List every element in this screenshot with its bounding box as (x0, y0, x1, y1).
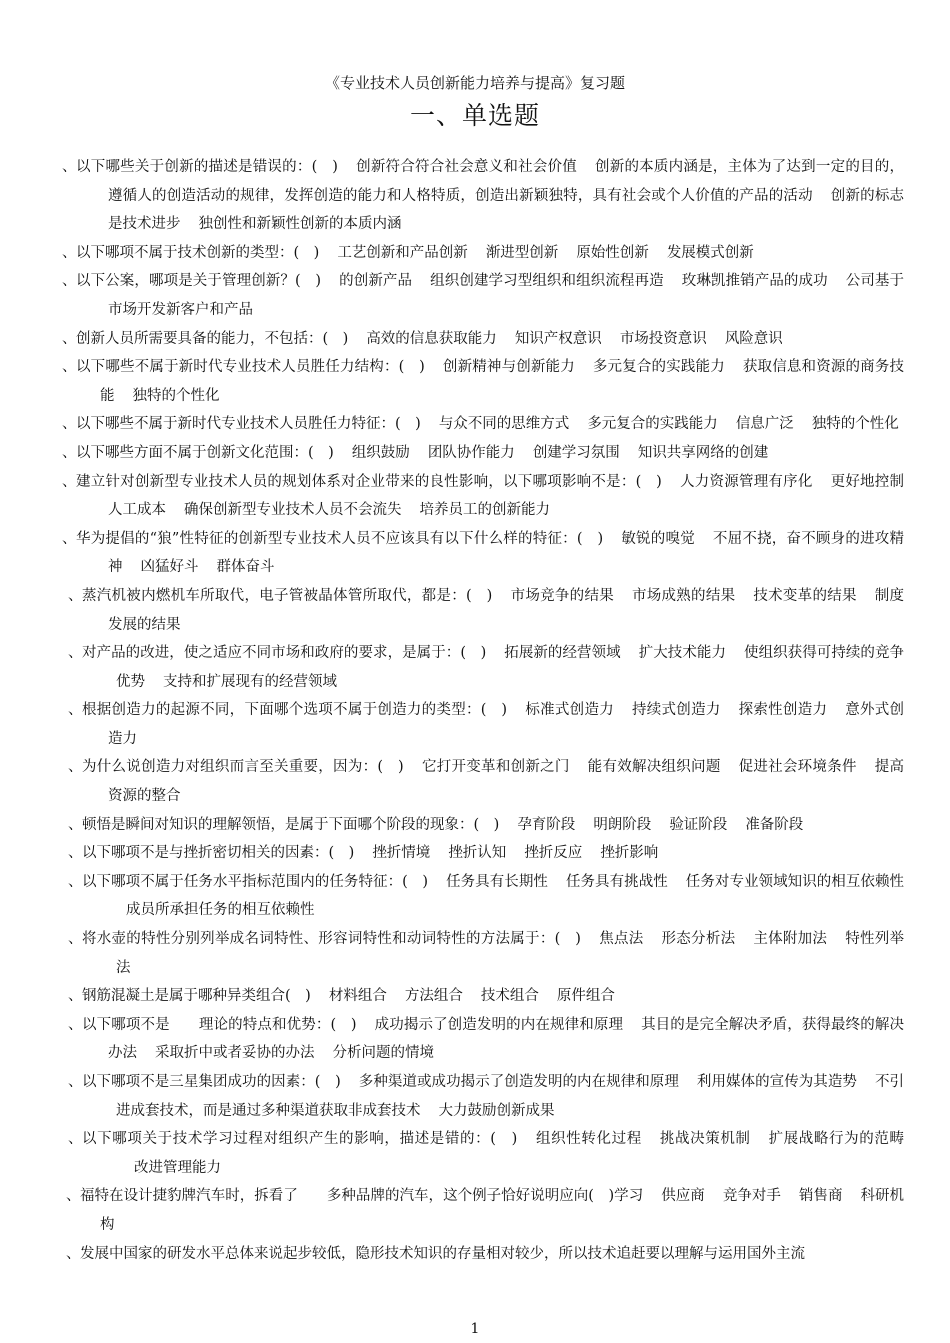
answer-option: 支持和扩展现有的经营领域 (163, 673, 337, 690)
question-list (0, 153, 950, 1268)
answer-option: 组织性转化过程 (535, 1131, 642, 1148)
answer-option: 探索性创造力 (738, 702, 828, 719)
answer-option: 创新精神与创新能力 (442, 359, 575, 376)
answer-option: 验证阶段 (669, 816, 728, 833)
answer-option: 扩展战略行为的范畴 (768, 1131, 905, 1148)
question-item (0, 1240, 950, 1269)
question-item (0, 1011, 950, 1068)
answer-option: 渐进型创新 (485, 244, 559, 261)
answer-option: 创新的本质内涵是，主体为了达到一定的目的，遵循人的创造活动的规律，发挥创造的能力和人格特质，创造出新颖独特，具有社会或个人价值的产品的活动 (108, 159, 905, 204)
document-subtitle: 《专业技术人员创新能力培养与提高》复习题 (324, 74, 625, 92)
question-stem: 以下哪项不属于技术创新的类型：( ) (76, 244, 320, 261)
answer-option: 销售商 (798, 1188, 843, 1205)
answer-option: 高效的信息获取能力 (366, 330, 497, 347)
answer-option: 使组织获得可持续的竞争优势 (116, 645, 905, 690)
question-item (0, 1182, 950, 1239)
question-number-mark: 、 (68, 587, 83, 604)
question-stem: 以下公案，哪项是关于管理创新？( ) (76, 273, 322, 290)
question-number-mark: 、 (68, 1016, 83, 1033)
answer-option: 促进社会环境条件 (738, 759, 857, 776)
question-number-mark: 、 (68, 988, 83, 1005)
question-stem: 发展中国家的研发水平总体来说起步较低，隐形技术知识的存量相对较少，所以技术追赶要以理解与运用国外主流 (80, 1245, 805, 1262)
question-item (0, 868, 950, 925)
section-title: 一、单选题 (409, 101, 540, 130)
question-stem: 为什么说创造力对组织而言至关重要，因为：( ) (82, 759, 404, 776)
question-item (0, 982, 950, 1011)
answer-option: 多元复合的实践能力 (592, 359, 725, 376)
question-number-mark: 、 (68, 816, 83, 833)
answer-option: 任务具有长期性 (446, 873, 548, 890)
answer-option: 组织创建学习型组织和组织流程再造 (430, 273, 664, 290)
question-stem: 对产品的改进，使之适应不同市场和政府的要求，是属于：( ) (82, 645, 487, 662)
answer-option: 独特的个性化 (811, 416, 899, 433)
question-item (0, 468, 950, 525)
answer-option: 与众不同的思维方式 (438, 416, 570, 433)
question-stem: 钢筋混凝土是属于哪种异类组合( ) (82, 988, 311, 1005)
answer-option: 多种渠道或成功揭示了创造发明的内在规律和原理 (358, 1074, 679, 1090)
answer-option: 形态分析法 (661, 931, 736, 948)
answer-option: 创新的标志是技术进步 (108, 187, 904, 233)
answer-option: 信息广泛 (735, 416, 794, 433)
question-item (0, 439, 950, 468)
answer-option: 不引进成套技术，而是通过多种渠道获取非成套技术 (116, 1074, 905, 1119)
answer-option: 独特的个性化 (132, 387, 220, 404)
question-number-mark: 、 (62, 473, 77, 490)
question-stem: 顿悟是瞬间对知识的理解领悟，是属于下面哪个阶段的现象：( ) (82, 816, 500, 833)
answer-option: 创建学习氛围 (532, 444, 620, 461)
answer-option: 群体奋斗 (216, 559, 275, 576)
question-item (0, 325, 950, 354)
answer-option: 独创性和新颖性创新的本质内涵 (198, 216, 402, 233)
answer-option: 确保创新型专业技术人员不会流失 (184, 502, 402, 519)
question-number-mark: 、 (68, 1074, 83, 1090)
question-stem: 以下哪项不是三星集团成功的因素：( ) (82, 1074, 341, 1090)
answer-option: 利用媒体的宣传为其造势 (696, 1074, 857, 1090)
question-item (0, 839, 950, 868)
question-stem: 福特在设计捷豹牌汽车时，拆看了 多种品牌的汽车，这个例子恰好说明应向( )学习 (80, 1188, 644, 1205)
answer-option: 不屈不挠，奋不顾身的进攻精神 (108, 530, 905, 576)
question-number-mark: 、 (68, 702, 83, 719)
answer-option: 拓展新的经营领域 (504, 645, 621, 662)
question-item (0, 582, 950, 639)
question-number-mark: 、 (62, 159, 77, 175)
question-number-mark: 、 (62, 330, 77, 347)
question-item (0, 153, 950, 239)
answer-option: 凶猛好斗 (140, 559, 199, 576)
answer-option: 标准式创造力 (525, 702, 614, 719)
question-number-mark: 、 (68, 873, 83, 890)
answer-option: 孕育阶段 (517, 816, 576, 833)
question-item (0, 811, 950, 840)
answer-option: 组织鼓励 (351, 444, 410, 461)
answer-option: 知识产权意识 (514, 330, 602, 347)
answer-option: 分析问题的情境 (332, 1045, 434, 1062)
question-stem: 以下哪些关于创新的描述是错误的：( ) (76, 159, 338, 175)
question-stem: 建立针对创新型专业技术人员的规划体系对企业带来的良性影响，以下哪项影响不是：( ) (76, 473, 662, 490)
question-number-mark: 、 (68, 845, 83, 862)
answer-option: 准备阶段 (745, 816, 804, 833)
answer-option: 团队协作能力 (427, 444, 515, 461)
answer-option: 改进管理能力 (134, 1159, 221, 1176)
answer-option: 制度发展的结果 (108, 587, 905, 633)
answer-option: 持续式创造力 (632, 702, 721, 719)
answer-option: 获取信息和资源的商务技能 (100, 359, 905, 404)
question-number-mark: 、 (62, 359, 77, 376)
answer-option: 明朗阶段 (593, 816, 652, 833)
question-number-mark: 、 (68, 931, 83, 948)
question-number-mark: 、 (66, 1245, 81, 1262)
question-stem: 以下哪项不是 理论的特点和优势：( ) (82, 1016, 357, 1033)
answer-option: 培养员工的创新能力 (419, 502, 550, 519)
answer-option: 主体附加法 (753, 931, 828, 948)
answer-option: 挫折认知 (448, 845, 507, 862)
answer-option: 创新符合符合社会意义和社会价值 (355, 159, 577, 175)
answer-option: 任务对专业领域知识的相互依赖性 (685, 873, 905, 890)
answer-option: 供应商 (661, 1188, 705, 1205)
question-number-mark: 、 (68, 645, 83, 662)
answer-option: 特性列举法 (116, 931, 905, 976)
answer-option: 市场竞争的结果 (510, 587, 614, 604)
answer-option: 知识共享网络的创建 (637, 444, 769, 461)
answer-option: 的创新产品 (339, 273, 413, 290)
question-item (0, 639, 950, 696)
question-item (0, 1125, 950, 1182)
question-item (0, 410, 950, 439)
answer-option: 挫折反应 (524, 845, 583, 862)
question-item (0, 1068, 950, 1125)
answer-option: 成员所承担任务的相互依赖性 (126, 902, 315, 919)
answer-option: 采取折中或者妥协的办法 (155, 1045, 315, 1062)
question-item (0, 525, 950, 582)
answer-option: 玫琳凯推销产品的成功 (681, 273, 828, 290)
question-number-mark: 、 (62, 273, 77, 290)
answer-option: 风险意识 (724, 330, 783, 347)
answer-option: 市场投资意识 (619, 330, 707, 347)
answer-option: 多元复合的实践能力 (587, 416, 718, 433)
answer-option: 提高资源的整合 (108, 759, 905, 805)
question-item (0, 267, 950, 324)
question-number-mark: 、 (68, 1131, 83, 1148)
question-item (0, 925, 950, 982)
answer-option: 人力资源管理有序化 (679, 473, 813, 490)
answer-option: 竞争对手 (722, 1188, 781, 1205)
answer-option: 原件组合 (556, 988, 615, 1005)
question-item (0, 753, 950, 810)
question-number-mark: 、 (62, 244, 77, 261)
answer-option: 挑战决策机制 (659, 1131, 751, 1148)
answer-option: 公司基于市场开发新客户和产品 (108, 273, 905, 318)
page-number: 1 (470, 1321, 480, 1337)
question-number-mark: 、 (68, 759, 83, 776)
question-stem: 以下哪项不属于任务水平指标范围内的任务特征：( ) (82, 873, 429, 890)
question-number-mark: 、 (66, 1188, 81, 1205)
answer-option: 大力鼓励创新成果 (438, 1102, 555, 1119)
question-number-mark: 、 (62, 416, 77, 433)
question-stem: 将水壶的特性分别列举成名词特性、形容词特性和动词特性的方法属于：( ) (82, 931, 581, 948)
answer-option: 工艺创新和产品创新 (337, 244, 468, 261)
answer-option: 材料组合 (328, 988, 387, 1005)
question-item (0, 353, 950, 410)
answer-option: 任务具有挑战性 (565, 873, 668, 890)
answer-option: 发展模式创新 (666, 244, 754, 261)
question-number-mark: 、 (62, 444, 77, 461)
question-stem: 以下哪些不属于新时代专业技术人员胜任力结构：( ) (76, 359, 425, 376)
question-stem: 创新人员所需要具备的能力，不包括：( ) (76, 330, 349, 347)
answer-option: 它打开变革和创新之门 (421, 759, 570, 776)
question-stem: 以下哪项关于技术学习过程对组织产生的影响，描述是错的：( ) (82, 1131, 518, 1148)
question-stem: 根据创造力的起源不同，下面哪个选项不属于创造力的类型：( ) (82, 702, 508, 719)
question-stem: 以下哪些方面不属于创新文化范围：( ) (76, 444, 334, 461)
answer-option: 市场成熟的结果 (631, 587, 736, 604)
question-stem: 以下哪些不属于新时代专业技术人员胜任力特征：( ) (76, 416, 421, 433)
question-item (0, 696, 950, 753)
answer-option: 焦点法 (598, 931, 644, 948)
answer-option: 挫折情境 (372, 845, 431, 862)
answer-option: 更好地控制人工成本 (108, 473, 905, 519)
question-stem: 以下哪项不是与挫折密切相关的因素：( ) (82, 845, 355, 862)
question-item (0, 239, 950, 268)
answer-option: 意外式创造力 (108, 702, 905, 747)
question-stem: 蒸汽机被内燃机车所取代，电子管被晶体管所取代，都是：( ) (82, 587, 493, 604)
answer-option: 科研机构 (100, 1188, 905, 1233)
answer-option: 技术组合 (480, 988, 539, 1005)
answer-option: 能有效解决组织问题 (587, 759, 721, 776)
answer-option: 技术变革的结果 (753, 587, 857, 604)
answer-option: 其目的是完全解决矛盾，获得最终的解决办法 (108, 1016, 905, 1062)
question-number-mark: 、 (62, 530, 77, 547)
question-stem: 华为提倡的“狼”性特征的创新型专业技术人员不应该具有以下什么样的特征：( ) (76, 530, 604, 547)
answer-option: 成功揭示了创造发明的内在规律和原理 (374, 1016, 624, 1033)
answer-option: 原始性创新 (576, 244, 649, 261)
answer-option: 敏锐的嗅觉 (621, 530, 695, 547)
answer-option: 挫折影响 (600, 845, 659, 862)
answer-option: 扩大技术能力 (638, 645, 727, 662)
answer-option: 方法组合 (404, 988, 463, 1005)
